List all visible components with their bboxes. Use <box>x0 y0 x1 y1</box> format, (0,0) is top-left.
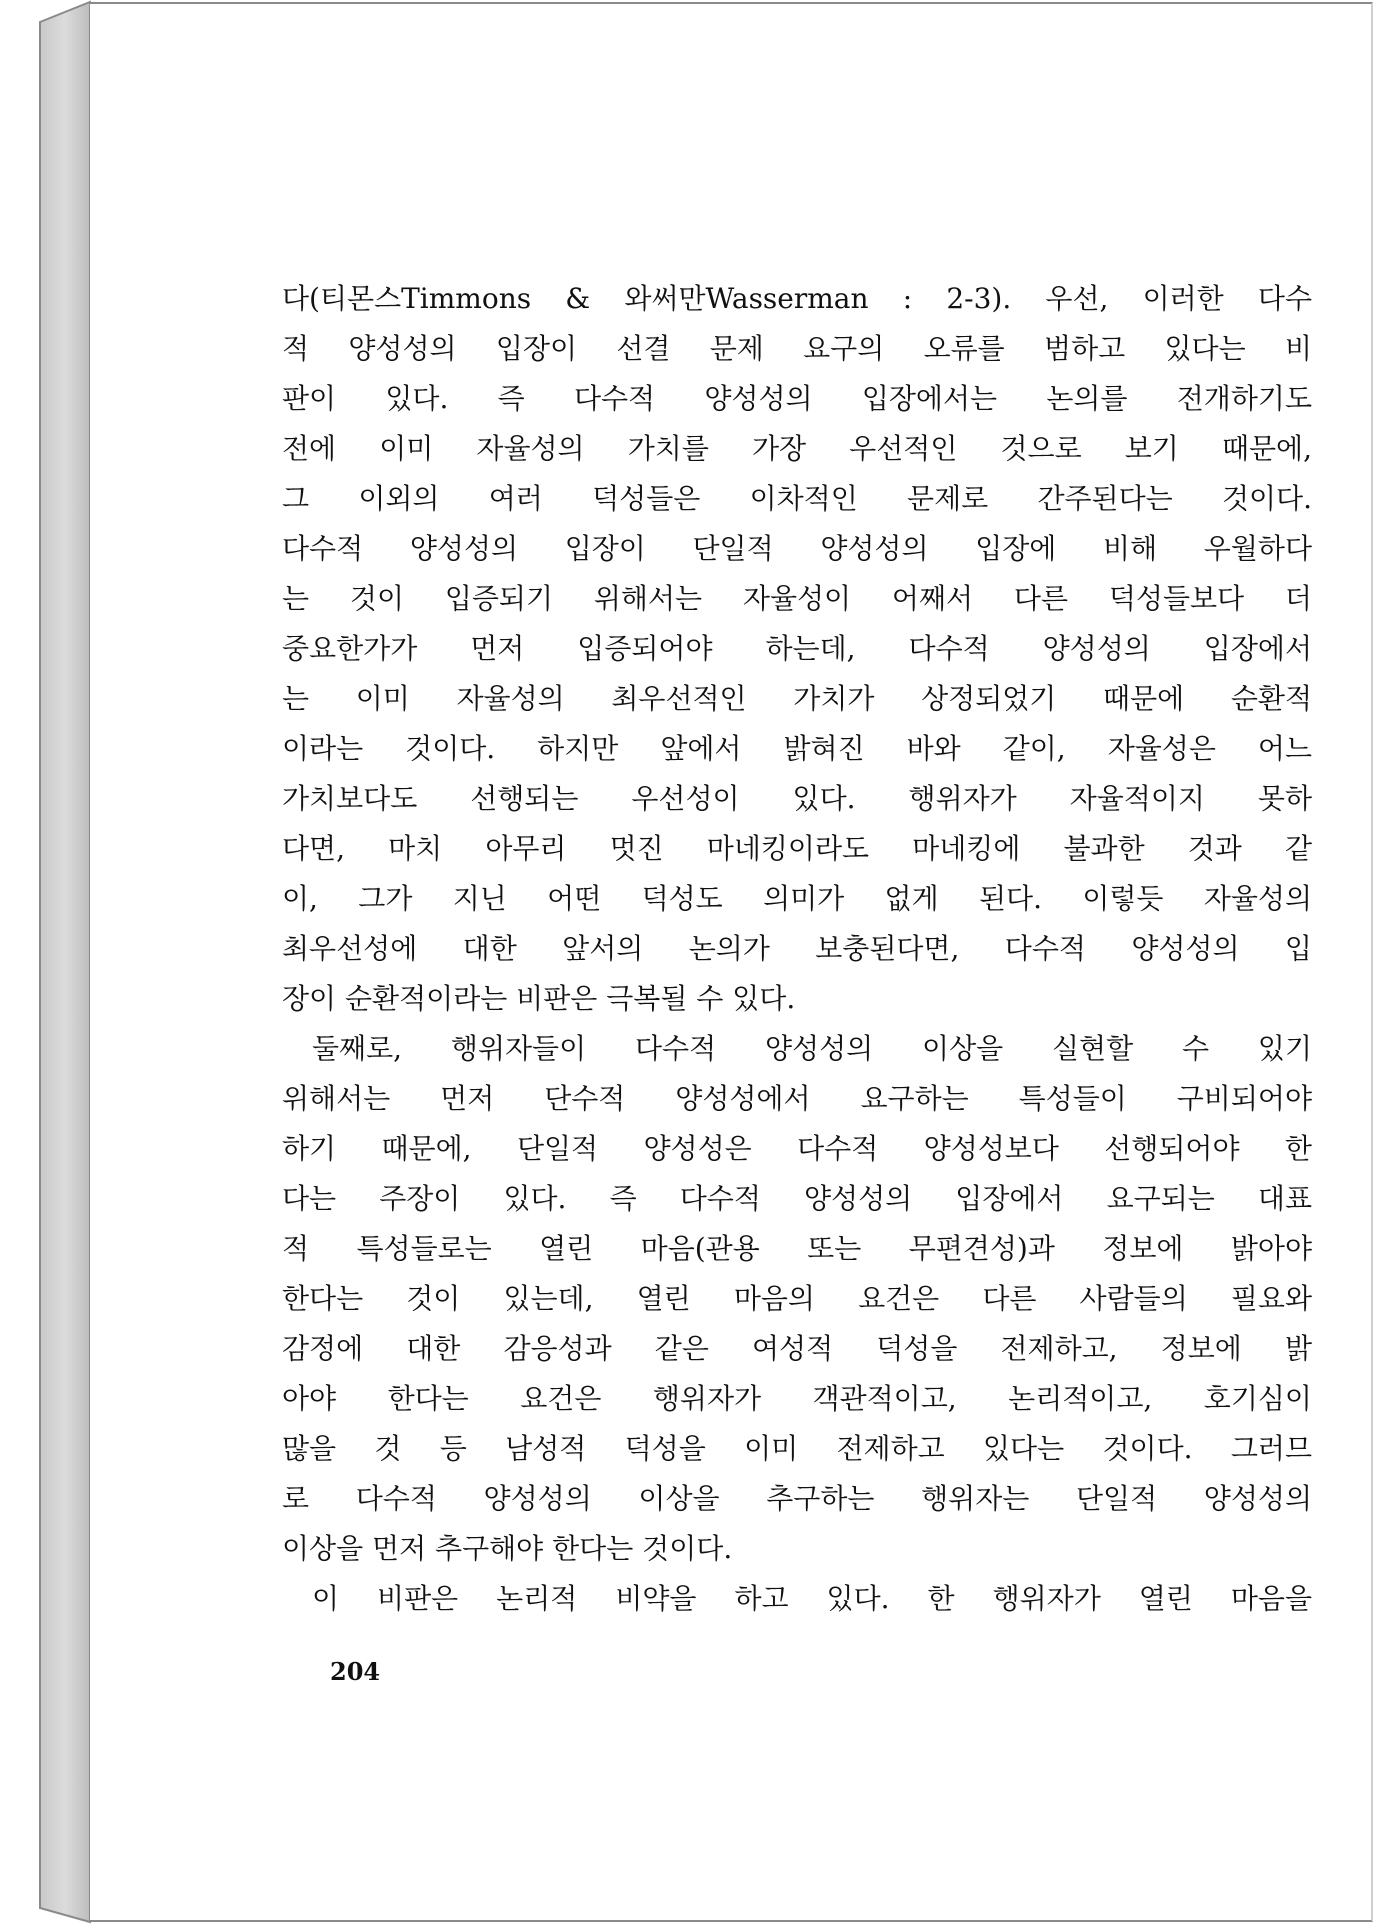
text-line: 가치보다도 선행되는 우선성이 있다. 행위자가 자율적이지 못하 <box>282 782 1312 815</box>
text-line: 는 이미 자율성의 최우선적인 가치가 상정되었기 때문에 순환적 <box>282 682 1312 715</box>
text-line: 다(티몬스Timmons & 와써만Wasserman : 2-3). 우선, 이러한 다수 <box>282 282 1312 315</box>
text-line: 이라는 것이다. 하지만 앞에서 밝혀진 바와 같이, 자율성은 어느 <box>282 732 1312 765</box>
text-line: 아야 한다는 요건은 행위자가 객관적이고, 논리적이고, 호기심이 <box>282 1382 1312 1415</box>
text-line: 감정에 대한 감응성과 같은 여성적 덕성을 전제하고, 정보에 밝 <box>282 1332 1312 1365</box>
text-line: 는 것이 입증되기 위해서는 자율성이 어째서 다른 덕성들보다 더 <box>282 582 1312 615</box>
text-line: 그 이외의 여러 덕성들은 이차적인 문제로 간주된다는 것이다. <box>282 482 1312 515</box>
text-line: 전에 이미 자율성의 가치를 가장 우선적인 것으로 보기 때문에, <box>282 432 1312 465</box>
text-line: 이상을 먼저 추구해야 한다는 것이다. <box>282 1532 733 1565</box>
text-line: 다면, 마치 아무리 멋진 마네킹이라도 마네킹에 불과한 것과 같 <box>282 832 1312 865</box>
text-line: 장이 순환적이라는 비판은 극복될 수 있다. <box>282 982 796 1015</box>
text-line: 하기 때문에, 단일적 양성성은 다수적 양성성보다 선행되어야 한 <box>282 1132 1312 1165</box>
book-spine <box>0 0 92 1925</box>
text-line: 한다는 것이 있는데, 열린 마음의 요건은 다른 사람들의 필요와 <box>282 1282 1312 1315</box>
text-line: 로 다수적 양성성의 이상을 추구하는 행위자는 단일적 양성성의 <box>282 1482 1312 1515</box>
text-line: 다는 주장이 있다. 즉 다수적 양성성의 입장에서 요구되는 대표 <box>282 1182 1312 1215</box>
text-line: 중요한가가 먼저 입증되어야 하는데, 다수적 양성성의 입장에서 <box>282 632 1312 665</box>
text-line: 이 비판은 논리적 비약을 하고 있다. 한 행위자가 열린 마음을 <box>312 1582 1312 1615</box>
book-page <box>90 2 1373 1922</box>
text-line: 판이 있다. 즉 다수적 양성성의 입장에서는 논의를 전개하기도 <box>282 382 1312 415</box>
text-line: 많을 것 등 남성적 덕성을 이미 전제하고 있다는 것이다. 그러므 <box>282 1432 1312 1465</box>
text-line: 다수적 양성성의 입장이 단일적 양성성의 입장에 비해 우월하다 <box>282 532 1312 565</box>
text-line: 적 특성들로는 열린 마음(관용 또는 무편견성)과 정보에 밝아야 <box>282 1232 1312 1265</box>
text-line: 적 양성성의 입장이 선결 문제 요구의 오류를 범하고 있다는 비 <box>282 332 1312 365</box>
body-text <box>282 274 1312 1624</box>
text-line: 최우선성에 대한 앞서의 논의가 보충된다면, 다수적 양성성의 입 <box>282 932 1312 965</box>
text-line: 둘째로, 행위자들이 다수적 양성성의 이상을 실현할 수 있기 <box>312 1032 1312 1065</box>
text-line: 이, 그가 지닌 어떤 덕성도 의미가 없게 된다. 이렇듯 자율성의 <box>282 882 1312 915</box>
text-line: 위해서는 먼저 단수적 양성성에서 요구하는 특성들이 구비되어야 <box>282 1082 1312 1115</box>
page-number: 204 <box>330 1657 381 1686</box>
